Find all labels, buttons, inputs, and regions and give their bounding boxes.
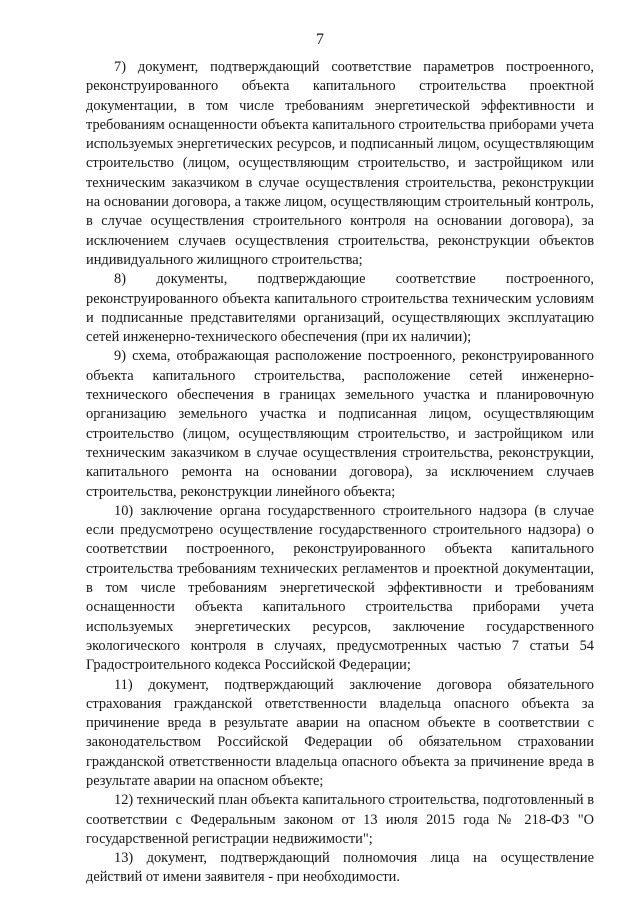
list-item-11: 11) документ, подтверждающий заключение договора обязательного страхования гражданской ответственности владельца опасного объекта за причинение вреда в результате аварии на опасном объекте в соответствии с законодательством Российской Федерации об обязательном страховании гражданской ответственности владельца опасного объекта за причинение вреда в результате аварии на опасном объекте; bbox=[86, 676, 594, 789]
list-item-13: 13) документ, подтверждающий полномочия лица на осуществление действий от имени заявителя - при необходимости. bbox=[86, 850, 594, 886]
list-item-9: 9) схема, отображающая расположение построенного, реконструированного объекта капитального строительства, расположение сетей инженерно-технического обеспечения в границах земельного участка и планировочную организацию земельного участка и подписанная лицом, осуществляющим строительство (лицом, осуществляющим строительство, и застройщиком или техническим заказчиком в случае осуществления строительства, реконструкции, капитального ремонта на основании договора), за исключением случаев строительства, реконструкции линейного объекта; bbox=[86, 348, 594, 500]
list-item-10: 10) заключение органа государственного строительного надзора (в случае если предусмотрено осуществление государственного строительного надзора) о соответствии построенного, реконструированного объекта капитального строительства требованиям технических регламентов и проектной документации, в том числе требованиям энергетической эффективности и требованиям оснащенности объекта капитального строительства приборами учета используемых энергетических ресурсов, заключение государственного экологического контроля в случаях, предусмотренных частью 7 статьи 54 Градостроительного кодекса Российской Федерации; bbox=[86, 502, 594, 674]
list-item-8: 8) документы, подтверждающие соответствие построенного, реконструированного объекта капитального строительства техническим условиям и подписанные представителями организаций, осуществляющих эксплуатацию сетей инженерно-технического обеспечения (при их наличии); bbox=[86, 271, 594, 346]
list-item-12: 12) технический план объекта капитального строительства, подготовленный в соответствии с Федеральным законом от 13 июля 2015 года № 218-ФЗ "О государственной регистрации недвижимости"; bbox=[86, 792, 594, 847]
list-item-7: 7) документ, подтверждающий соответствие параметров построенного, реконструированного объекта капитального строительства проектной документации, в том числе требованиям энергетической эффективности и требованиям оснащенности объекта капитального строительства приборами учета используемых энергетических ресурсов, и подписанный лицом, осуществляющим строительство (лицом, осуществляющим строительство, и застройщиком или техническим заказчиком в случае осуществления строительства, реконструкции на основании договора, а также лицом, осуществляющим строительный контроль, в случае осуществления строительного контроля на основании договора), за исключением случаев осуществления строительства, реконструкции объектов индивидуального жилищного строительства; bbox=[86, 59, 594, 268]
document-body bbox=[86, 58, 594, 888]
page-number: 7 bbox=[316, 31, 324, 48]
